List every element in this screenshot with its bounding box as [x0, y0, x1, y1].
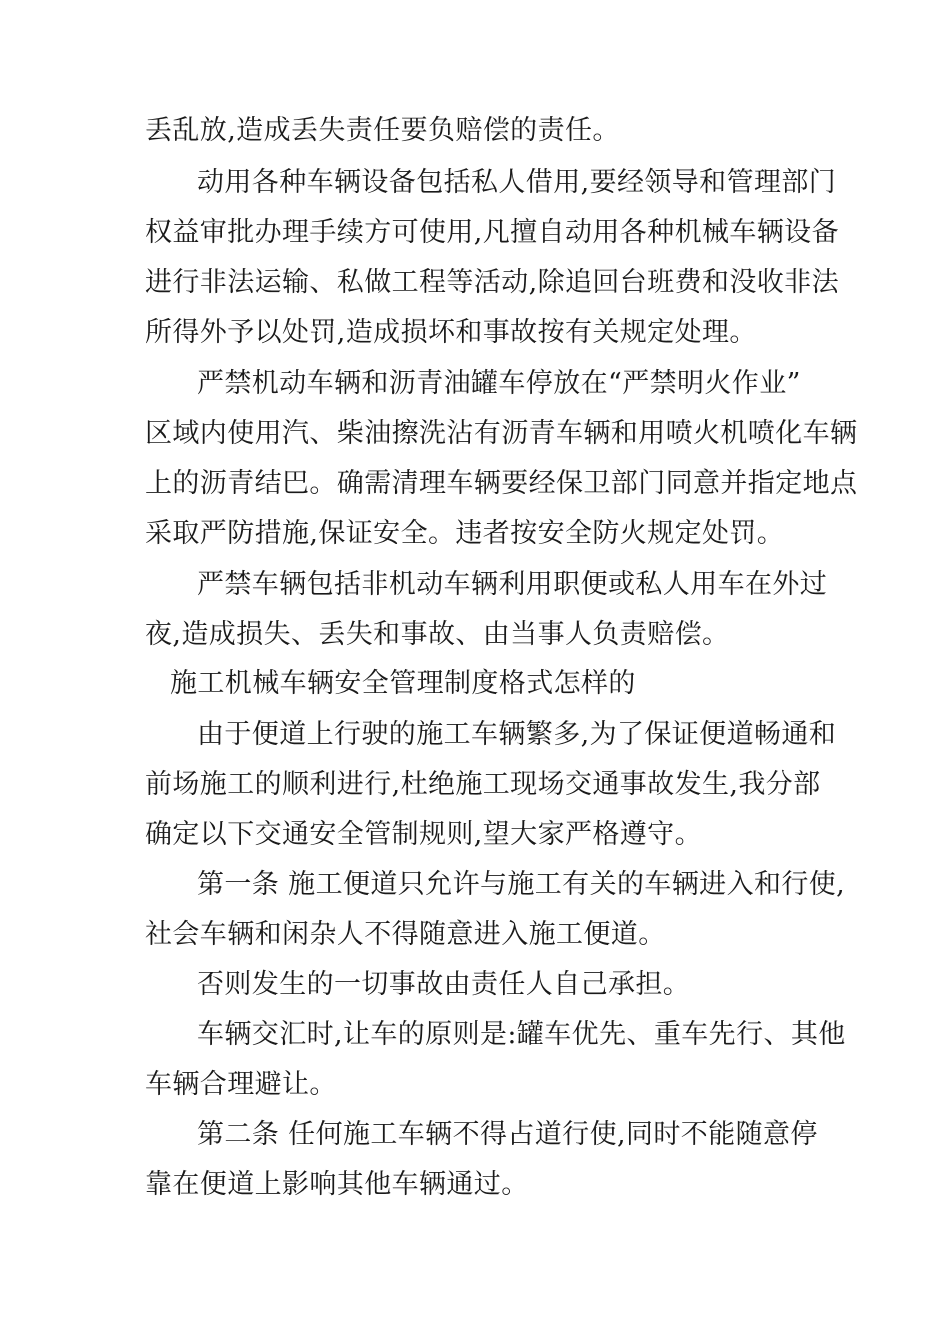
paragraph-start: 严禁车辆包括非机动车辆利用职便或私人用车在外过 — [197, 569, 828, 600]
paragraph-start: 否则发生的一切事故由责任人自己承担。 — [197, 969, 691, 1000]
article-one-start: 第一条 施工便道只允许与施工有关的车辆进入和行使, — [197, 869, 846, 900]
paragraph-start: 车辆交汇时,让车的原则是:罐车优先、重车先行、其他 — [197, 1019, 846, 1050]
paragraph-start: 由于便道上行驶的施工车辆繁多,为了保证便道畅通和 — [197, 719, 837, 750]
text-line: 丢乱放,造成丢失责任要负赔偿的责任。 — [145, 115, 620, 146]
text-line: 确定以下交通安全管制规则,望大家严格遵守。 — [145, 819, 702, 850]
text-line: 进行非法运输、私做工程等活动,除追回台班费和没收非法 — [145, 267, 839, 298]
text-line: 上的沥青结巴。确需清理车辆要经保卫部门同意并指定地点 — [145, 468, 858, 499]
text-line: 夜,造成损失、丢失和事故、由当事人负责赔偿。 — [145, 619, 730, 650]
text-line: 前场施工的顺利进行,杜绝施工现场交通事故发生,我分部 — [145, 769, 821, 800]
text-line: 车辆合理避让。 — [145, 1069, 337, 1100]
article-two-start: 第二条 任何施工车辆不得占道行使,同时不能随意停 — [197, 1119, 818, 1150]
text-line: 社会车辆和闲杂人不得随意进入施工便道。 — [145, 919, 666, 950]
paragraph-start: 动用各种车辆设备包括私人借用,要经领导和管理部门 — [197, 167, 837, 198]
paragraph-start: 严禁机动车辆和沥青油罐车停放在“严禁明火作业” — [197, 368, 801, 399]
text-line: 权益审批办理手续方可使用,凡擅自动用各种机械车辆设备 — [145, 217, 839, 248]
text-line: 采取严防措施,保证安全。违者按安全防火规定处罚。 — [145, 518, 785, 549]
text-line: 所得外予以处罚,造成损坏和事故按有关规定处理。 — [145, 317, 757, 348]
text-line: 靠在便道上影响其他车辆通过。 — [145, 1169, 529, 1200]
section-heading: 施工机械车辆安全管理制度格式怎样的 — [170, 668, 636, 699]
text-line: 区域内使用汽、柴油擦洗沾有沥青车辆和用喷火机喷化车辆 — [145, 418, 858, 449]
